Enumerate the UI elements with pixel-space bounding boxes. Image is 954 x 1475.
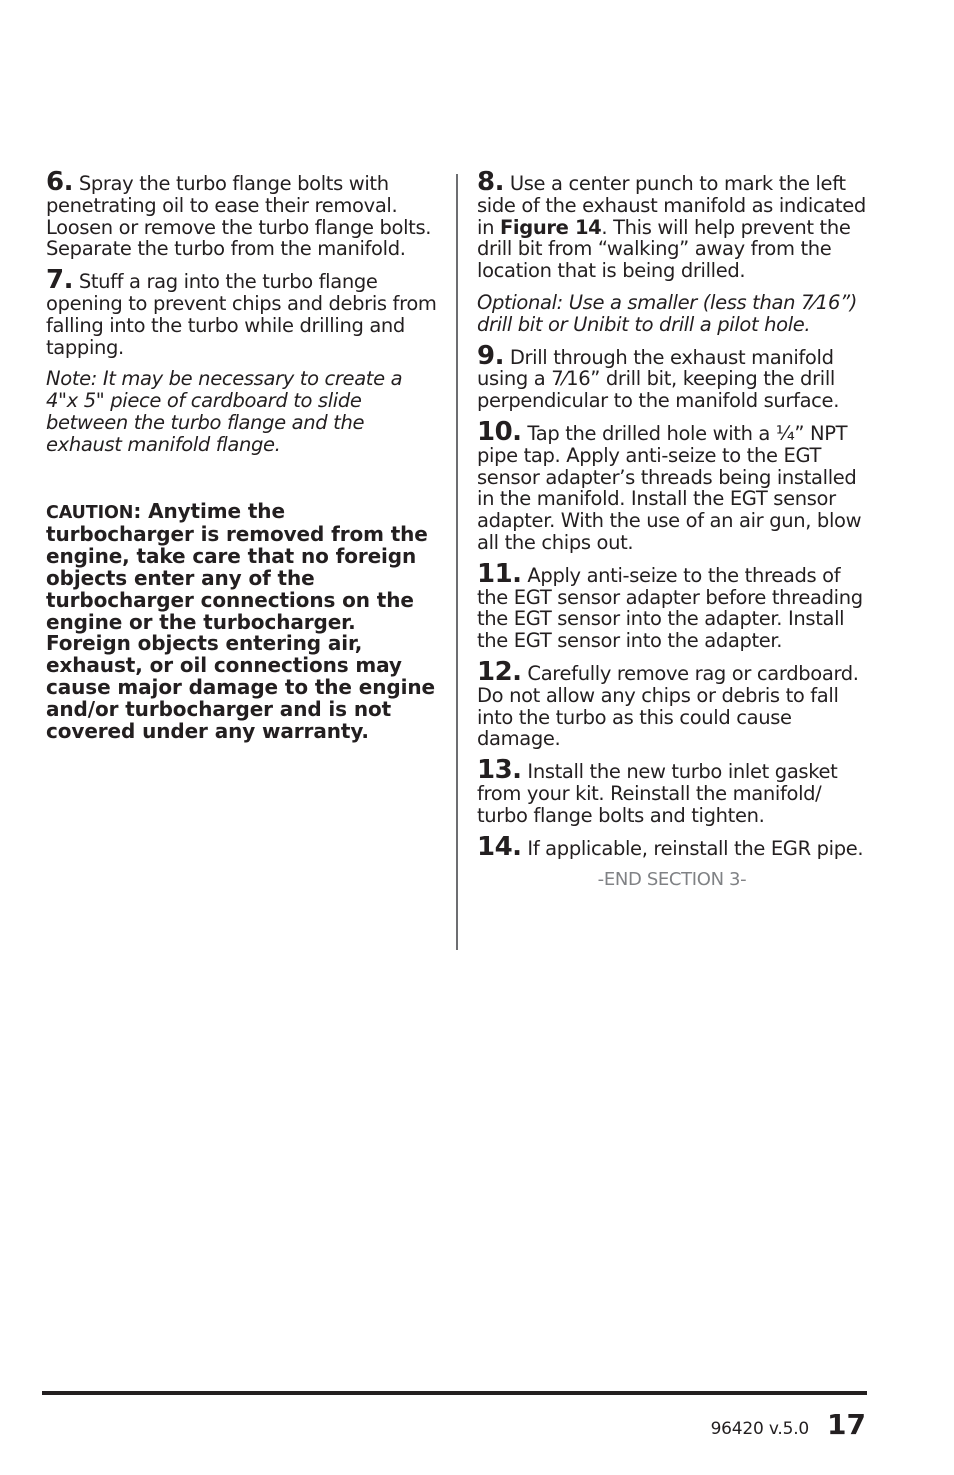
step-number: 7. — [46, 265, 73, 296]
left-column — [46, 167, 438, 762]
optional-note: Optional: Use a smaller (less than 7⁄16”) drill bit or Unibit to drill a pilot hole. — [477, 290, 858, 336]
step-13 — [477, 755, 871, 827]
step-number: 11. — [477, 558, 522, 589]
step-text: Stuff a rag into the turbo flange opening to prevent chips and debris from falling into the turbo while drilling and tapping. — [46, 270, 437, 359]
step-text: Install the new turbo inlet gasket from your kit. Reinstall the manifold/ turbo flange bolts and tighten. — [477, 760, 838, 827]
right-column — [477, 167, 871, 891]
step-number: 14. — [477, 831, 522, 862]
step-6 — [46, 167, 438, 261]
footer-rule — [42, 1391, 867, 1395]
step-12 — [477, 656, 871, 751]
page-number: 17 — [827, 1408, 866, 1441]
step-10 — [477, 416, 871, 554]
page-footer — [711, 1408, 866, 1441]
caution-block — [46, 498, 438, 743]
step-14 — [477, 831, 871, 862]
step-9 — [477, 340, 871, 413]
step-number: 13. — [477, 755, 522, 786]
note-text: Note: It may be necessary to create a 4"x 5" piece of cardboard to slide between the turbo flange and the exhaust manifold flange. — [46, 367, 403, 456]
step-text: Spray the turbo flange bolts with penetrating oil to ease their removal. Loosen or remove the turbo flange bolts. Separate the turbo from the manifold. — [46, 172, 432, 261]
column-divider — [456, 174, 458, 950]
step-number: 10. — [477, 416, 522, 447]
step-7 — [46, 265, 438, 359]
step-text: Use a center punch to mark the left side of the exhaust manifold as indicated in — [477, 172, 866, 239]
step-number: 8. — [477, 167, 504, 197]
step-text: Drill through the exhaust manifold using a 7⁄16” drill bit, keeping the drill perpendicular to the manifold surface. — [477, 345, 840, 413]
step-text: . This will help prevent the drill bit from “walking” away from the location that is being drilled. — [477, 215, 851, 283]
step-number: 9. — [477, 340, 504, 371]
step-text: Carefully remove rag or cardboard. Do not allow any chips or debris to fall into the turbo as this could cause damage. — [477, 661, 859, 751]
document-version: 96420 v.5.0 — [710, 1419, 810, 1439]
step-8 — [477, 167, 871, 283]
step-11 — [477, 558, 871, 653]
step-text: Apply anti-seize to the threads of the EGT sensor adapter before threading the EGT sensor into the adapter. Install the EGT sensor into the adapter. — [477, 563, 863, 653]
caution-label: CAUTION — [46, 502, 134, 523]
end-section-marker: -END SECTION 3- — [597, 869, 747, 891]
step-text: Tap the drilled hole with a ¼” NPT pipe tap. Apply anti-seize to the EGT sensor adapter’s threads being installed in the manifold. Install the EGT sensor adapter. With the use of an air gun, blow all the chips out. — [477, 421, 862, 554]
step-number: 12. — [477, 656, 522, 687]
step-number: 6. — [46, 167, 73, 197]
step-text: If applicable, reinstall the EGR pipe. — [527, 836, 864, 860]
figure-reference: Figure 14 — [499, 215, 602, 239]
caution-text: : Anytime the turbocharger is removed from the engine, take care that no foreign objects enter any of the turbocharger connections on the engine or the turbocharger. Foreign objects entering air, exhaust, or oil connections may cause major damage to the engine and/or turbocharger and is not covered under any warranty. — [46, 498, 435, 743]
